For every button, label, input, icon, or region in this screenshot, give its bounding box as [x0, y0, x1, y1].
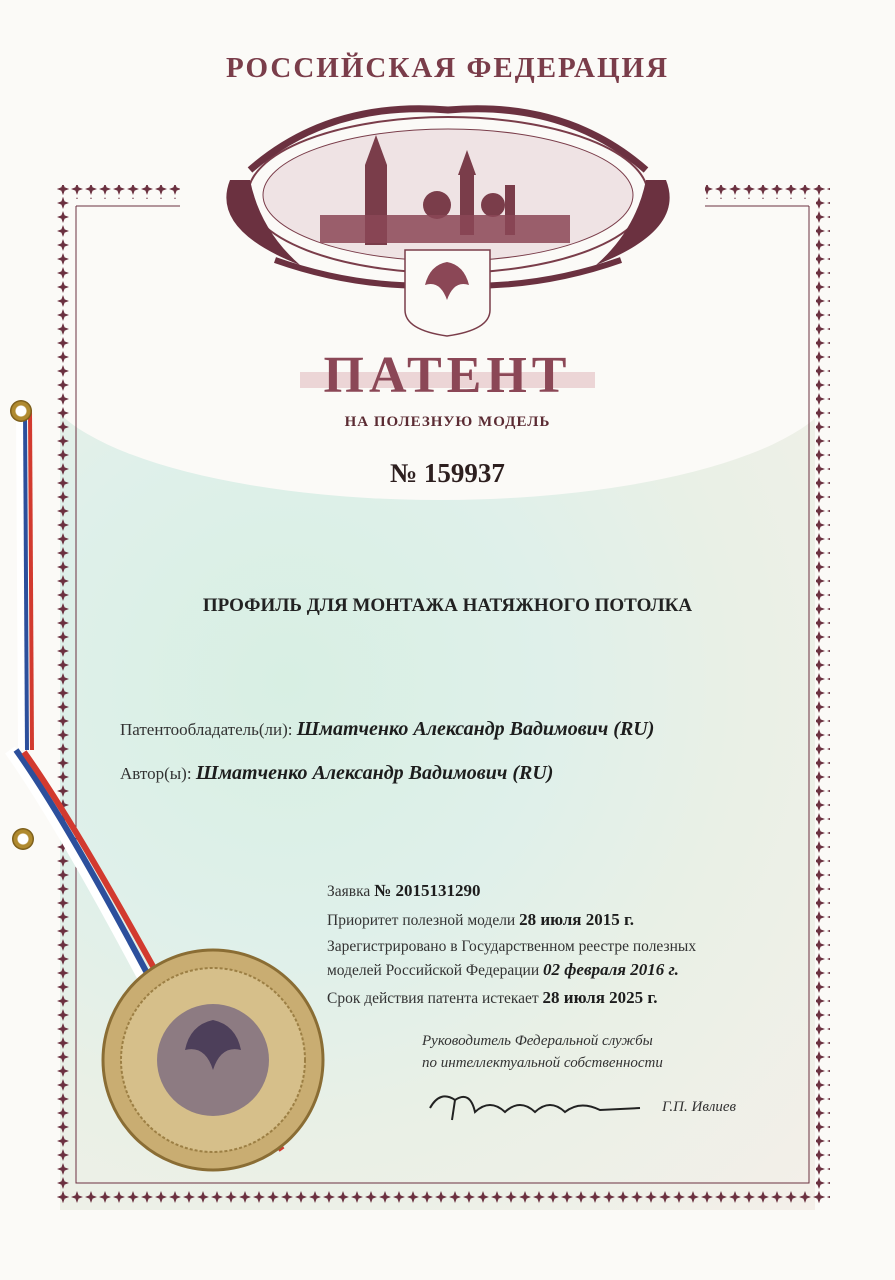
author-line: [120, 762, 553, 785]
holder-label: Патентообладатель(ли):: [120, 720, 293, 739]
patent-number: № 159937: [390, 458, 505, 488]
application-value: № 2015131290: [374, 881, 481, 900]
holder-line: [120, 718, 654, 741]
kremlin-emblem: [226, 109, 669, 336]
author-label: Автор(ы):: [120, 764, 192, 783]
invention-title: ПРОФИЛЬ ДЛЯ МОНТАЖА НАТЯЖНОГО ПОТОЛКА: [202, 595, 693, 616]
registered-line-1: Зарегистрировано в Государственном реестре полезных: [327, 938, 697, 955]
registered-line-2: [327, 960, 679, 980]
signer-name: Г.П. Ивлиев: [662, 1099, 737, 1115]
document-subtype: НА ПОЛЕЗНУЮ МОДЕЛЬ: [344, 414, 551, 430]
application-label: Заявка: [327, 883, 371, 900]
grommet-bottom: [12, 828, 34, 850]
official-seal: [103, 950, 323, 1170]
expiry-line: [327, 988, 657, 1008]
head-title-line-1: Руководитель Федеральной службы: [422, 1033, 653, 1049]
expiry-label: Срок действия патента истекает: [327, 990, 539, 1007]
priority-line: [327, 910, 634, 930]
registered-value: 02 февраля 2016 г.: [543, 960, 679, 979]
country-title: РОССИЙСКАЯ ФЕДЕРАЦИЯ: [225, 52, 670, 84]
registered-label: моделей Российской Федерации: [327, 962, 540, 979]
priority-label: Приоритет полезной модели: [327, 912, 516, 929]
priority-value: 28 июля 2015 г.: [519, 910, 635, 929]
application-line: [327, 881, 481, 901]
document-type: ПАТЕНТ: [323, 347, 572, 404]
head-title-line-2: по интеллектуальной собственности: [422, 1055, 663, 1071]
signature-scribble: [430, 1096, 640, 1120]
author-value: Шматченко Александр Вадимович (RU): [195, 762, 554, 784]
holder-value: Шматченко Александр Вадимович (RU): [296, 718, 655, 740]
expiry-value: 28 июля 2025 г.: [542, 988, 658, 1007]
